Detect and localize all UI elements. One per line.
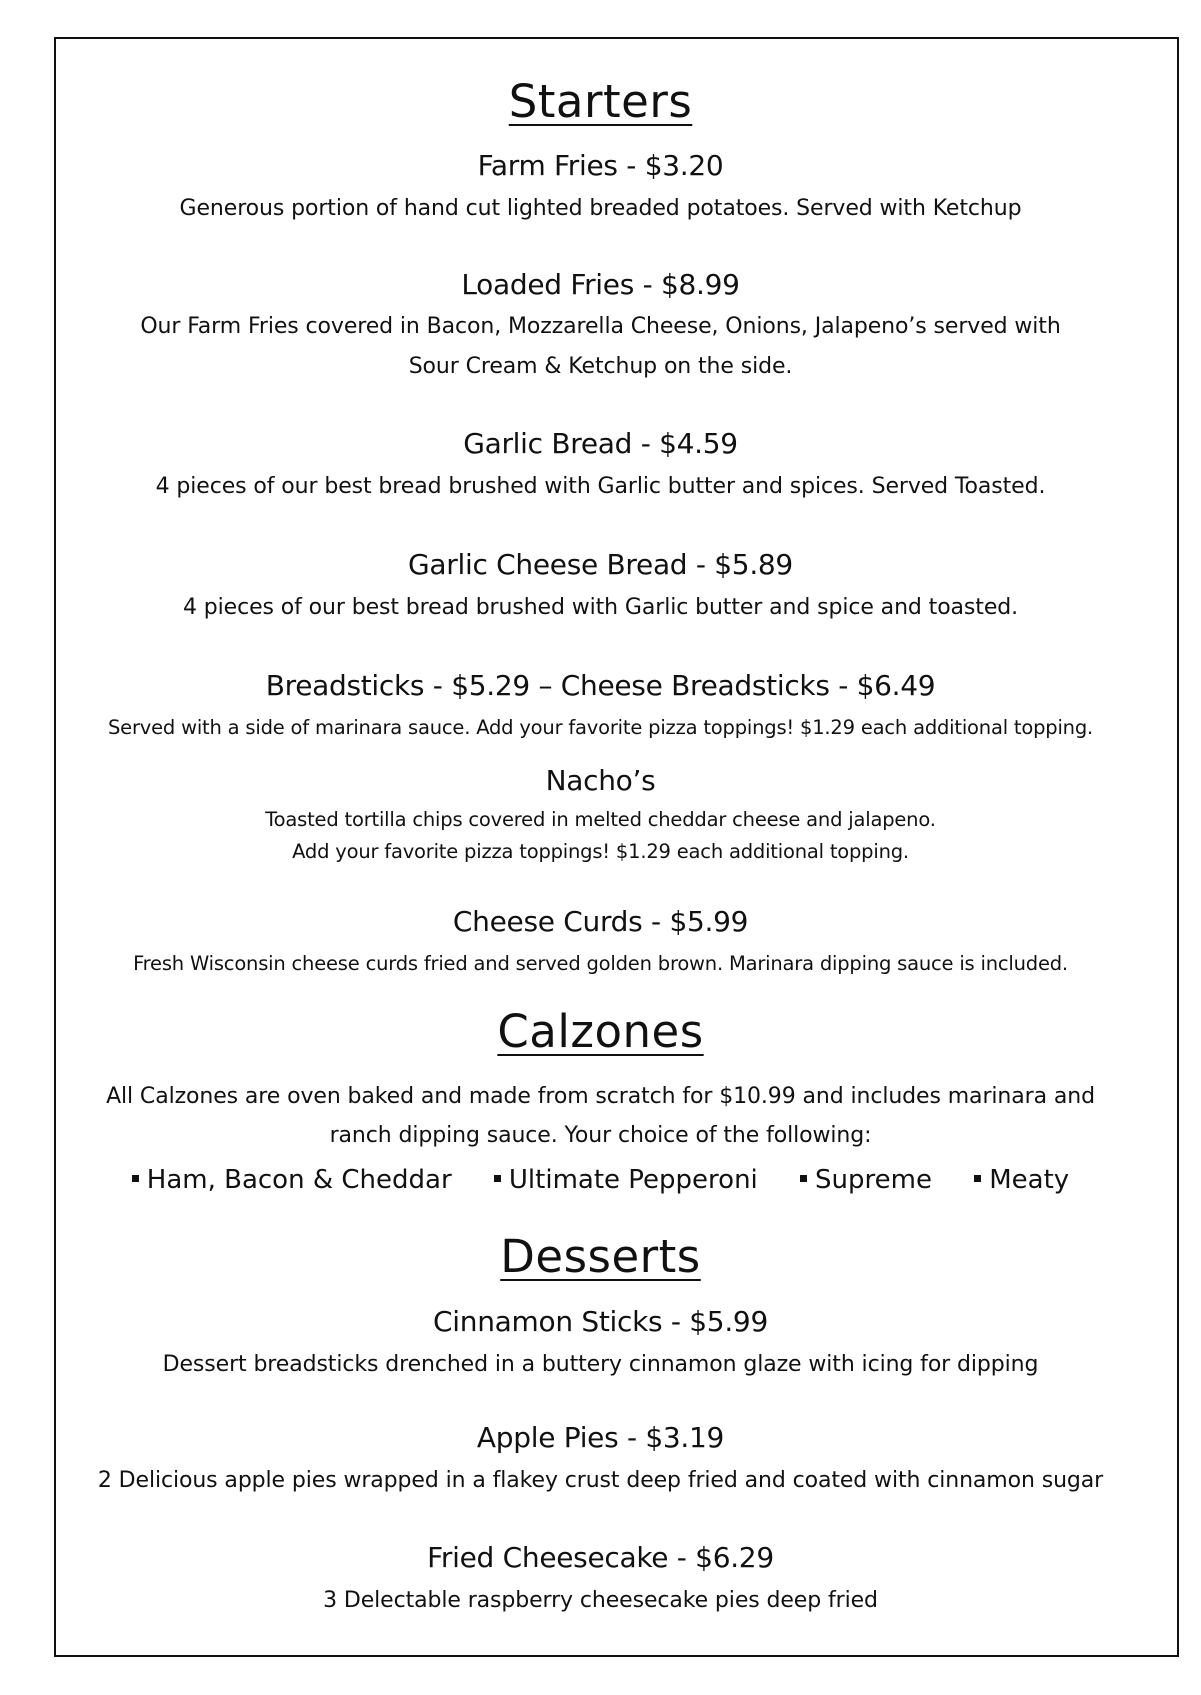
apple-pies-title: Apple Pies - $3.19	[476, 1421, 725, 1454]
calzone-choice: Meaty	[974, 1165, 1069, 1195]
garlic-bread-title: Garlic Bread - $4.59	[463, 427, 738, 460]
calzone-choices-list	[0, 1165, 1201, 1195]
cheese-curds-title: Cheese Curds - $5.99	[452, 905, 749, 938]
garlic-cheese-bread-desc: 4 pieces of our best bread brushed with Garlic butter and spice and toasted.	[182, 595, 1019, 620]
breadsticks-title: Breadsticks - $5.29 – Cheese Breadsticks - $6.49	[265, 669, 936, 702]
loaded-fries-title: Loaded Fries - $8.99	[461, 268, 740, 301]
breadsticks-desc: Served with a side of marinara sauce. Add your favorite pizza toppings! $1.29 each additional topping.	[107, 716, 1093, 739]
bullet-square-icon	[132, 1175, 139, 1182]
cinnamon-sticks-desc: Dessert breadsticks drenched in a buttery cinnamon glaze with icing for dipping	[162, 1352, 1039, 1377]
garlic-cheese-bread-title: Garlic Cheese Bread - $5.89	[408, 548, 793, 581]
nachos-desc-line1: Toasted tortilla chips covered in melted cheddar cheese and jalapeno.	[265, 808, 936, 831]
starters-heading: Starters	[508, 75, 693, 128]
bullet-square-icon	[800, 1175, 807, 1182]
nachos-title: Nacho’s	[545, 764, 656, 797]
cinnamon-sticks-title: Cinnamon Sticks - $5.99	[433, 1305, 768, 1338]
fried-cheesecake-title: Fried Cheesecake - $6.29	[427, 1541, 774, 1574]
calzones-heading: Calzones	[497, 1005, 704, 1058]
bullet-square-icon	[494, 1175, 501, 1182]
calzone-choice: Ham, Bacon & Cheddar	[132, 1165, 452, 1195]
calzone-choice: Supreme	[800, 1165, 932, 1195]
farm-fries-desc: Generous portion of hand cut lighted breaded potatoes. Served with Ketchup	[179, 196, 1022, 221]
loaded-fries-desc-line1: Our Farm Fries covered in Bacon, Mozzarella Cheese, Onions, Jalapeno’s served with	[140, 314, 1061, 339]
desserts-heading: Desserts	[500, 1230, 701, 1283]
farm-fries-title: Farm Fries - $3.20	[477, 149, 724, 182]
calzone-choice: Ultimate Pepperoni	[494, 1165, 758, 1195]
loaded-fries-desc-line2: Sour Cream & Ketchup on the side.	[408, 354, 793, 379]
apple-pies-desc: 2 Delicious apple pies wrapped in a flakey crust deep fried and coated with cinnamon sugar	[97, 1468, 1104, 1493]
fried-cheesecake-desc: 3 Delectable raspberry cheesecake pies deep fried	[323, 1588, 878, 1613]
bullet-square-icon	[974, 1175, 981, 1182]
calzones-desc-line2: ranch dipping sauce. Your choice of the following:	[329, 1123, 872, 1148]
cheese-curds-desc: Fresh Wisconsin cheese curds fried and served golden brown. Marinara dipping sauce is included.	[133, 952, 1068, 975]
garlic-bread-desc: 4 pieces of our best bread brushed with Garlic butter and spices. Served Toasted.	[155, 474, 1046, 499]
nachos-desc-line2: Add your favorite pizza toppings! $1.29 each additional topping.	[292, 840, 909, 863]
calzones-desc-line1: All Calzones are oven baked and made from scratch for $10.99 and includes marinara and	[106, 1084, 1095, 1109]
